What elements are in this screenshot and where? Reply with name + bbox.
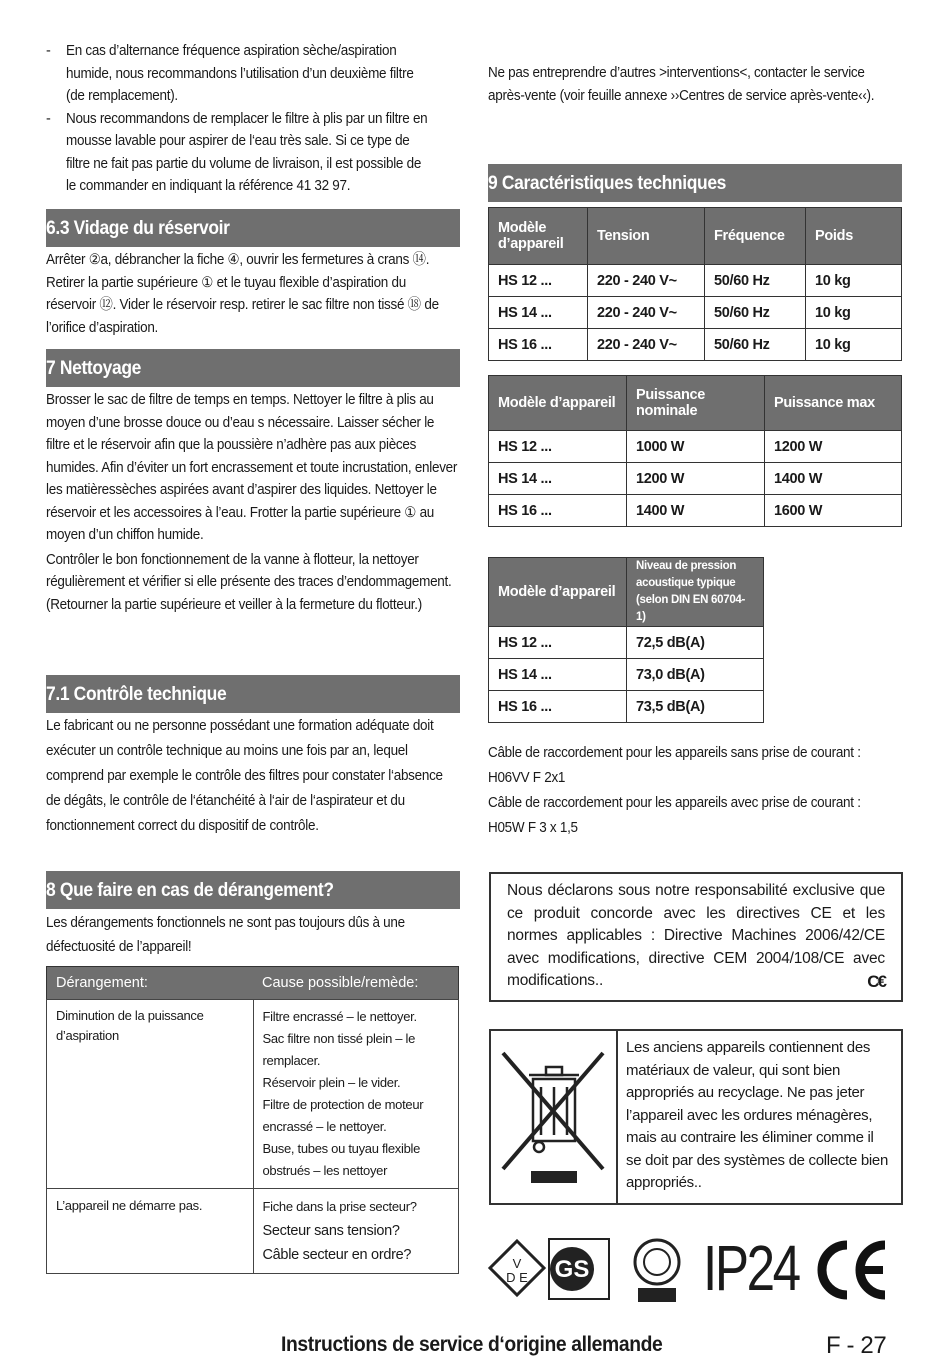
table-cell: 50/60 Hz <box>705 265 806 297</box>
svg-text:V: V <box>512 1256 522 1271</box>
section-title-7: 7 Nettoyage <box>46 349 460 387</box>
specs-table-3 <box>488 557 764 723</box>
footer-title: Instructions de service d‘origine allemande <box>281 1333 663 1356</box>
err-problem: Diminution de la puissance d’aspiration <box>47 1000 254 1189</box>
table-cell: HS 14 ... <box>489 659 627 691</box>
table-row <box>489 297 902 329</box>
section-title-8: 8 Que faire en cas de dérangement? <box>46 871 460 909</box>
table-cell: 1000 W <box>627 431 765 463</box>
table-cell: 73,5 dB(A) <box>627 691 764 723</box>
table-row <box>47 1000 459 1189</box>
t1-head-voltage: Tension <box>588 208 705 265</box>
err-head-cause: Cause possible/remède: <box>253 967 459 1000</box>
section-text-8: Les dérangements fonctionnels ne sont pas toujours dûs à une défectuosité de l’appareil! <box>46 915 405 955</box>
section-text-7a: Brosser le sac de filtre de temps en temps. Nettoyer le filtre à plis au moyen d’une brosse douce ou d’eau s nécessaire. Laisser sécher le filtre et le réservoir afin que la poussière n’adhère pas aux pièces humides. Afin d’éviter un fort encrassement et toute incrustation, enlever les matièressèches aspirées avant d’aspirer des liquides. Nettoyer le réservoir et les accessoires à l’eau. Frotter la partie supérieure ① au moyen d’un chiffon humide. <box>46 392 458 543</box>
t1-head-weight: Poids <box>806 208 902 265</box>
crossed-bin-icon <box>491 1031 618 1203</box>
t2-head-max: Puissance max <box>765 376 902 431</box>
table-row <box>489 691 764 723</box>
left-column <box>46 40 460 198</box>
section-text-7-1: Le fabricant ou ne personne possédant une formation adéquate doit exécuter un contrôle technique au moins une fois par an, lequel comprend par exemple le contrôle des filtres pour constater l‘absence de dégâts, le contrôle de l‘étanchéité à l‘air de l‘aspirateur et du fonctionnement correct du dispositif de contrôle. <box>46 718 443 834</box>
t3-head-noise: Niveau de pression acoustique typique (selon DIN EN 60704-1) <box>627 558 764 627</box>
err-causes: Filtre encrassé – le nettoyer. Sac filtre non tissé plein – le remplacer. Réservoir plein – le vider. Filtre de protection de moteur encrassé – le nettoyer. Buse, tubes ou tuyau flexible obstrués – les nettoyer <box>253 1000 459 1189</box>
table-cell: 220 - 240 V~ <box>588 329 705 361</box>
table-row <box>489 463 902 495</box>
table-cell: HS 16 ... <box>489 495 627 527</box>
table-cell: HS 16 ... <box>489 329 588 361</box>
cable-text-2: Câble de raccordement pour les appareils avec prise de courant : H05W F 3 x 1,5 <box>488 795 861 836</box>
table-cell: HS 12 ... <box>489 627 627 659</box>
specs-table-2 <box>488 375 902 527</box>
declaration-box <box>489 872 903 1002</box>
table-cell: 1200 W <box>627 463 765 495</box>
table-row <box>489 495 902 527</box>
table-cell: 220 - 240 V~ <box>588 265 705 297</box>
table-cell: 10 kg <box>806 329 902 361</box>
table-cell: 1200 W <box>765 431 902 463</box>
section-text-7b: Contrôler le bon fonctionnement de la vanne à flotteur, la nettoyer régulièrement et vérifier si elle présente des traces d’endommagement. (Retourner la partie supérieure et veiller à la fermeture du flotteur.) <box>46 551 452 613</box>
table-cell: 50/60 Hz <box>705 297 806 329</box>
table-cell: 73,0 dB(A) <box>627 659 764 691</box>
section-title-6-3: 6.3 Vidage du réservoir <box>46 209 460 247</box>
table-cell: 10 kg <box>806 297 902 329</box>
bullet-item: - En cas d’alternance fréquence aspiration sèche/aspiration humide, nous recommandons l’utilisation d’un deuxième filtre (de remplacement). <box>46 43 414 104</box>
table-cell: HS 14 ... <box>489 463 627 495</box>
table-row <box>489 265 902 297</box>
table-cell: HS 14 ... <box>489 297 588 329</box>
gs-mark-icon <box>546 1236 612 1307</box>
cable-text-1: Câble de raccordement pour les appareils sans prise de courant : H06VV F 2x1 <box>488 745 861 786</box>
ip-rating: IP24 <box>703 1232 799 1304</box>
table-cell: 50/60 Hz <box>705 329 806 361</box>
ce-mark-icon <box>815 1239 889 1306</box>
err-causes: Fiche dans la prise secteur? Secteur sans tension? Câble secteur en ordre? <box>253 1189 459 1274</box>
table-row <box>489 627 764 659</box>
table-cell: 72,5 dB(A) <box>627 627 764 659</box>
table-cell: HS 16 ... <box>489 691 627 723</box>
table-cell: 1400 W <box>627 495 765 527</box>
t3-head-model: Modèle d’appareil <box>489 558 627 627</box>
svg-text:D E: D E <box>506 1270 528 1285</box>
err-head-problem: Dérangement: <box>47 967 254 1000</box>
section-title-7-1: 7.1 Contrôle technique <box>46 675 460 713</box>
vde-mark-icon <box>487 1238 547 1303</box>
table-cell: 10 kg <box>806 265 902 297</box>
page-number: F - 27 <box>826 1332 887 1359</box>
svg-text:GS: GS <box>554 1256 590 1283</box>
err-problem: L’appareil ne démarre pas. <box>47 1189 254 1274</box>
table-row <box>489 659 764 691</box>
table-cell: 1600 W <box>765 495 902 527</box>
section-text-6-3: Arrêter ②a, débrancher la fiche ④, ouvrir les fermetures à crans ⑭. Retirer la partie supérieure ① et le tuyau flexible d’aspiration du réservoir ⑫. Vider le réservoir resp. retirer le sac filtre non tissé ⑱ de l’orifice d’aspiration. <box>46 252 439 336</box>
table-cell: 1400 W <box>765 463 902 495</box>
table-row <box>489 431 902 463</box>
vde-emc-mark-icon <box>624 1236 690 1309</box>
bullet-item: - Nous recommandons de remplacer le filtre à plis par un filtre en mousse lavable pour aspirer de l‘eau très sale. Si ce type de filtre ne fait pas partie du volume de livraison, il est possible de le commander en indiquant la référence 41 32 97. <box>46 110 428 194</box>
table-row <box>489 329 902 361</box>
recycling-text: Les anciens appareils contiennent des matériaux de valeur, qui sont bien appropriés au recyclage. Ne pas jeter l’appareil avec les ordures ménagères, mais au contraire les éliminer comme il se doit par des systèmes de collecte bien appropriés.. <box>626 1039 889 1191</box>
declaration-text: Nous déclarons sous notre responsabilité exclusive que ce produit concorde avec les directives CE et les normes applicables : Directive Machines 2006/42/CE avec modifications, directive CEM 2004/108/CE avec modifications.. <box>507 882 885 989</box>
section-title-9: 9 Caractéristiques techniques <box>488 164 902 202</box>
table-row <box>47 1189 459 1274</box>
table-cell: 220 - 240 V~ <box>588 297 705 329</box>
t2-head-model: Modèle d’appareil <box>489 376 627 431</box>
t1-head-model: Modèle d’appareil <box>489 208 588 265</box>
t2-head-nominal: Puissance nominale <box>627 376 765 431</box>
ce-mark-small-icon: C€ <box>867 972 885 991</box>
table-cell: HS 12 ... <box>489 431 627 463</box>
intro-text: Ne pas entreprendre d’autres >interventions<, contacter le service après-vente (voir feuille annexe ››Centres de service après-vente‹‹). <box>488 65 875 104</box>
table-cell: HS 12 ... <box>489 265 588 297</box>
t1-head-frequency: Fréquence <box>705 208 806 265</box>
recycling-box <box>489 1029 903 1205</box>
troubleshooting-table <box>46 966 459 1274</box>
specs-table-1 <box>488 207 902 361</box>
